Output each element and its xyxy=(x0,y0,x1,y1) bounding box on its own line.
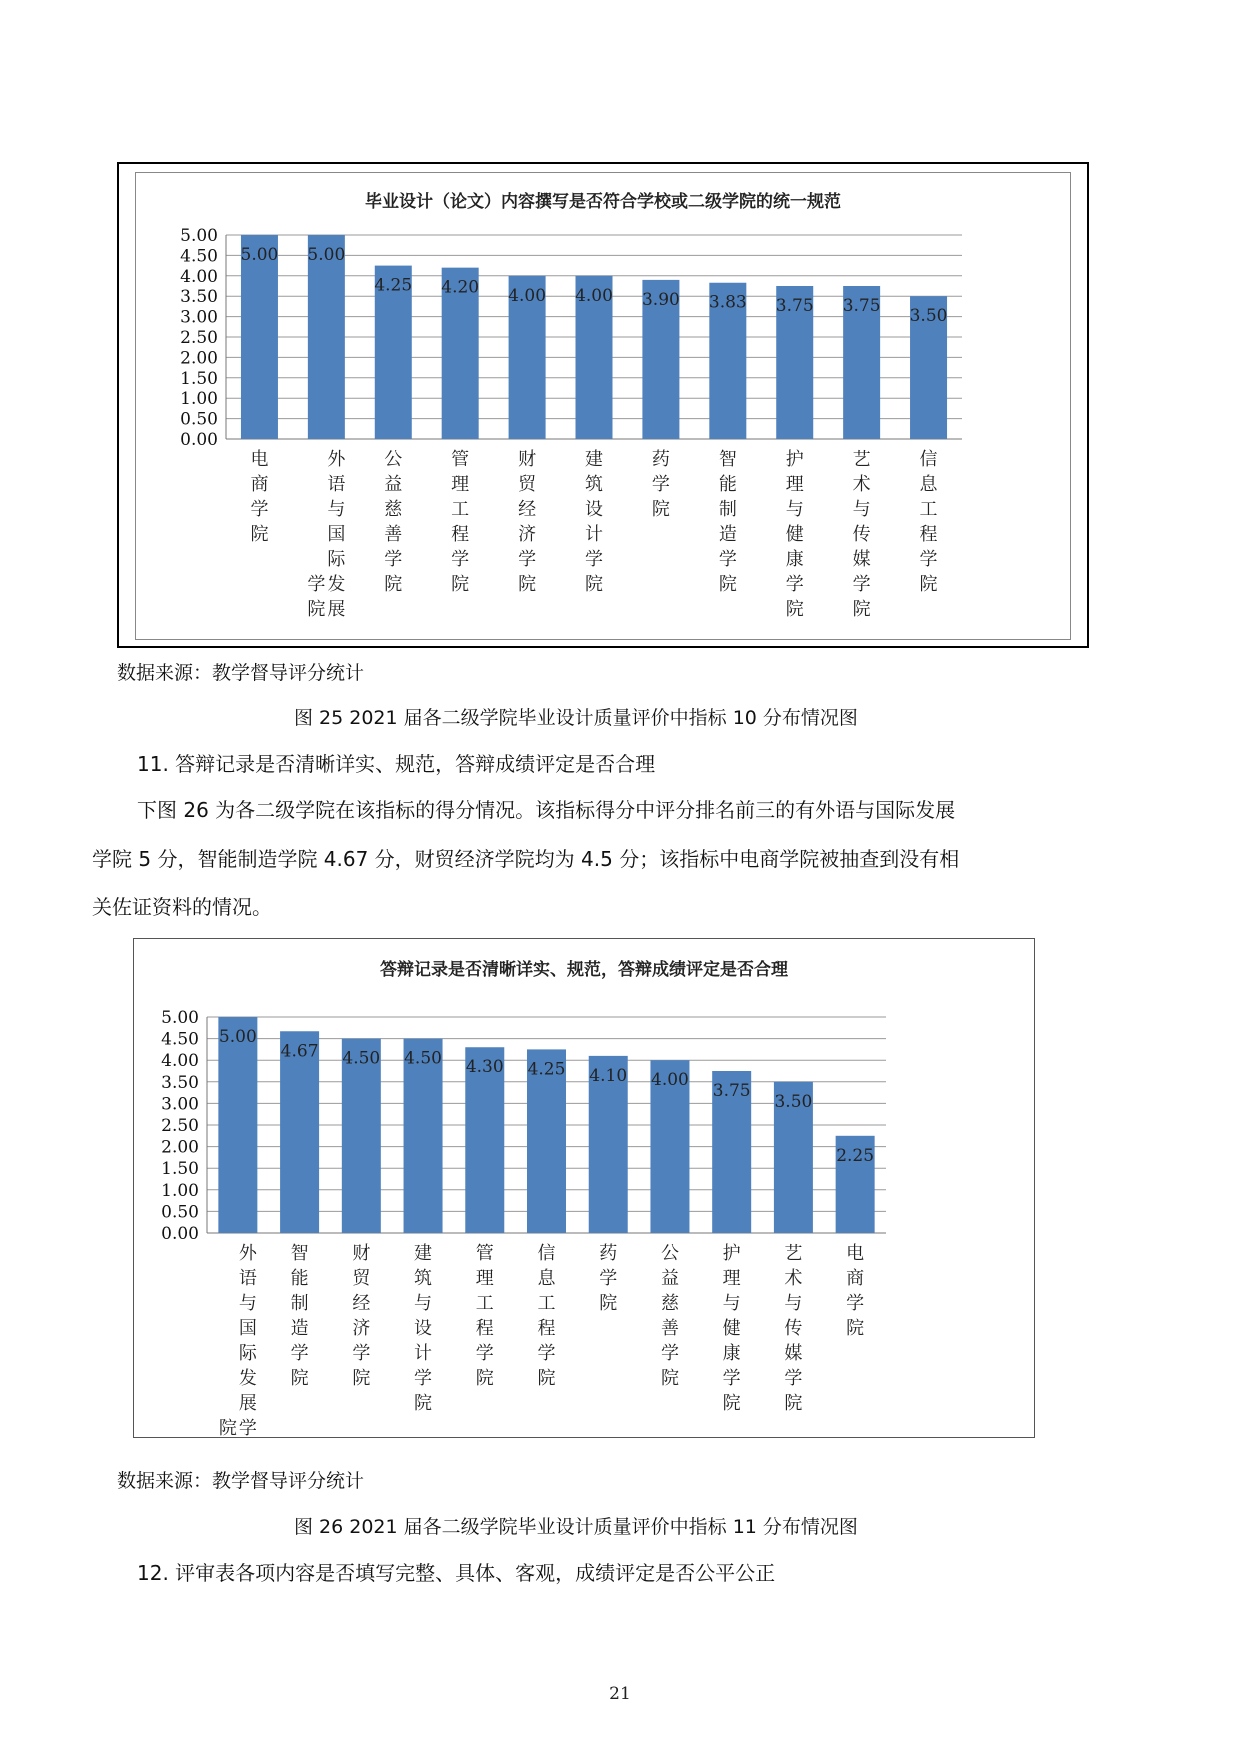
svg-text:院: 院 xyxy=(414,1393,433,1414)
svg-text:善: 善 xyxy=(660,1318,679,1339)
svg-text:公: 公 xyxy=(660,1243,679,1264)
data-label: 4.25 xyxy=(527,1059,566,1080)
svg-text:院: 院 xyxy=(651,499,670,520)
svg-text:益: 益 xyxy=(384,474,403,495)
svg-text:程: 程 xyxy=(451,524,470,545)
svg-text:传: 传 xyxy=(852,524,871,545)
svg-text:建: 建 xyxy=(585,449,603,470)
chart-26-title: 答辩记录是否清晰详实、规范，答辩成绩评定是否合理 xyxy=(380,960,788,980)
bar xyxy=(241,235,278,439)
svg-text:学: 学 xyxy=(919,549,938,570)
svg-text:语: 语 xyxy=(238,1268,257,1289)
bar xyxy=(280,1031,319,1233)
chart-25-svg xyxy=(136,173,1070,639)
svg-text:能: 能 xyxy=(718,474,737,495)
svg-text:与: 与 xyxy=(722,1293,741,1314)
category-label xyxy=(352,1243,371,1389)
data-label: 4.67 xyxy=(280,1041,319,1062)
data-label: 4.30 xyxy=(465,1057,504,1078)
category-label xyxy=(476,1243,494,1389)
svg-text:术: 术 xyxy=(852,474,871,495)
data-label: 3.75 xyxy=(775,296,814,316)
y-tick-label: 3.00 xyxy=(180,307,218,328)
svg-text:艺: 艺 xyxy=(852,449,871,470)
svg-text:建: 建 xyxy=(414,1243,433,1264)
svg-text:院: 院 xyxy=(718,574,737,595)
svg-text:电: 电 xyxy=(250,449,269,470)
svg-text:财: 财 xyxy=(352,1243,371,1264)
svg-text:济: 济 xyxy=(352,1318,371,1339)
data-label: 3.50 xyxy=(909,306,948,327)
y-tick-label: 3.50 xyxy=(180,287,218,308)
data-label: 4.00 xyxy=(508,285,547,306)
svg-text:学: 学 xyxy=(475,1343,494,1364)
svg-text:发: 发 xyxy=(238,1368,257,1389)
svg-text:际: 际 xyxy=(327,549,346,570)
svg-text:院: 院 xyxy=(852,599,871,620)
svg-text:护: 护 xyxy=(785,449,804,470)
svg-text:计: 计 xyxy=(414,1343,433,1364)
svg-text:理: 理 xyxy=(451,474,470,495)
svg-text:慈: 慈 xyxy=(660,1293,679,1314)
svg-text:学: 学 xyxy=(250,499,269,520)
data-label: 5.00 xyxy=(218,1027,257,1047)
svg-text:经: 经 xyxy=(352,1293,371,1314)
category-label xyxy=(599,1243,617,1314)
category-label xyxy=(250,449,268,545)
data-label: 3.75 xyxy=(842,296,881,316)
svg-text:学: 学 xyxy=(518,549,537,570)
svg-text:息: 息 xyxy=(537,1268,556,1289)
data-label: 4.20 xyxy=(441,277,480,298)
svg-text:传: 传 xyxy=(784,1318,803,1339)
page-number: 21 xyxy=(609,1684,631,1704)
svg-text:护: 护 xyxy=(722,1243,741,1264)
svg-text:息: 息 xyxy=(919,474,938,495)
y-tick-label: 1.00 xyxy=(161,1180,199,1201)
svg-text:院: 院 xyxy=(919,574,938,595)
y-tick-label: 4.50 xyxy=(180,246,218,267)
svg-text:语: 语 xyxy=(327,474,346,495)
svg-text:制: 制 xyxy=(718,499,737,520)
category-label xyxy=(291,1243,309,1389)
data-label: 3.50 xyxy=(774,1091,813,1112)
data-label: 4.10 xyxy=(589,1065,628,1086)
svg-text:术: 术 xyxy=(784,1268,803,1289)
category-label xyxy=(384,449,402,595)
svg-text:程: 程 xyxy=(537,1318,556,1339)
y-tick-label: 4.50 xyxy=(161,1029,199,1050)
svg-text:财: 财 xyxy=(518,449,537,470)
svg-text:院: 院 xyxy=(352,1368,371,1389)
svg-text:贸: 贸 xyxy=(518,474,537,495)
category-label xyxy=(538,1243,557,1389)
svg-text:学: 学 xyxy=(599,1268,618,1289)
category-label xyxy=(846,1243,864,1339)
y-tick-label: 5.00 xyxy=(180,226,218,246)
svg-text:学: 学 xyxy=(784,1368,803,1389)
chart-26-frame xyxy=(133,938,1035,1438)
svg-text:程: 程 xyxy=(475,1318,494,1339)
paragraph-line-2: 学院 5 分，智能制造学院 4.67 分，财贸经济学院均为 4.5 分；该指标中电商学院被抽查到没有相 xyxy=(92,847,960,871)
svg-text:与: 与 xyxy=(238,1293,257,1314)
paragraph-line-3: 关佐证资料的情况。 xyxy=(92,895,272,919)
bar xyxy=(218,1017,257,1233)
category-label xyxy=(786,449,804,620)
category-label xyxy=(307,449,346,620)
svg-text:与: 与 xyxy=(785,499,804,520)
data-label: 2.25 xyxy=(836,1145,875,1166)
category-label xyxy=(219,1243,258,1437)
svg-text:智: 智 xyxy=(290,1243,309,1264)
chart-25-frame xyxy=(117,162,1089,648)
section-heading-12: 12. 评审表各项内容是否填写完整、具体、客观，成绩评定是否公平公正 xyxy=(137,1561,776,1585)
svg-text:理: 理 xyxy=(475,1268,494,1289)
source-note-1: 数据来源：教学督导评分统计 xyxy=(117,662,365,684)
svg-text:商: 商 xyxy=(846,1268,865,1289)
category-label xyxy=(784,1243,802,1414)
svg-text:设: 设 xyxy=(585,499,603,520)
svg-text:学: 学 xyxy=(852,574,871,595)
y-tick-label: 4.00 xyxy=(161,1051,199,1072)
svg-text:发: 发 xyxy=(327,574,346,595)
svg-text:学: 学 xyxy=(290,1343,309,1364)
svg-text:院: 院 xyxy=(785,599,804,620)
svg-text:计: 计 xyxy=(585,524,603,545)
data-label: 4.50 xyxy=(404,1048,442,1069)
svg-text:慈: 慈 xyxy=(384,499,403,520)
category-label xyxy=(853,449,871,620)
svg-text:媒: 媒 xyxy=(784,1343,803,1364)
figure-25-caption: 图 25 2021 届各二级学院毕业设计质量评价中指标 10 分布情况图 xyxy=(294,707,858,729)
svg-text:院: 院 xyxy=(218,1418,237,1437)
y-tick-label: 2.50 xyxy=(161,1116,199,1136)
y-tick-label: 2.00 xyxy=(161,1137,199,1158)
svg-text:制: 制 xyxy=(290,1293,309,1314)
category-label xyxy=(719,449,737,595)
svg-text:工: 工 xyxy=(451,499,470,520)
svg-text:造: 造 xyxy=(718,524,737,545)
svg-text:信: 信 xyxy=(919,449,938,470)
category-label xyxy=(661,1243,679,1389)
svg-text:院: 院 xyxy=(307,599,326,620)
svg-text:院: 院 xyxy=(290,1368,309,1389)
svg-text:展: 展 xyxy=(238,1393,257,1414)
svg-text:院: 院 xyxy=(537,1368,556,1389)
svg-text:学: 学 xyxy=(451,549,470,570)
svg-text:能: 能 xyxy=(290,1268,309,1289)
svg-text:院: 院 xyxy=(784,1393,803,1414)
svg-text:理: 理 xyxy=(722,1268,741,1289)
data-label: 4.00 xyxy=(575,285,613,306)
svg-text:学: 学 xyxy=(352,1343,371,1364)
svg-text:学: 学 xyxy=(384,549,403,570)
svg-text:院: 院 xyxy=(475,1368,494,1389)
y-tick-label: 2.00 xyxy=(180,348,218,369)
svg-text:国: 国 xyxy=(327,524,346,545)
svg-text:学: 学 xyxy=(651,474,670,495)
svg-text:筑: 筑 xyxy=(414,1268,433,1289)
category-label xyxy=(518,449,537,595)
svg-text:院: 院 xyxy=(384,574,403,595)
section-heading-11: 11. 答辩记录是否清晰详实、规范，答辩成绩评定是否合理 xyxy=(137,752,656,776)
svg-text:管: 管 xyxy=(451,449,470,470)
svg-text:益: 益 xyxy=(660,1268,679,1289)
svg-text:经: 经 xyxy=(518,499,537,520)
svg-text:学: 学 xyxy=(785,574,804,595)
chart-25-title: 毕业设计（论文）内容撰写是否符合学校或二级学院的统一规范 xyxy=(365,192,841,212)
y-tick-label: 0.00 xyxy=(161,1224,199,1244)
y-tick-label: 4.00 xyxy=(180,266,218,287)
svg-text:国: 国 xyxy=(238,1318,257,1339)
y-tick-label: 2.50 xyxy=(180,328,218,348)
svg-text:药: 药 xyxy=(599,1243,618,1264)
svg-text:院: 院 xyxy=(599,1293,618,1314)
category-label xyxy=(414,1243,432,1414)
category-label xyxy=(723,1243,741,1414)
svg-text:与: 与 xyxy=(327,499,346,520)
svg-text:学: 学 xyxy=(846,1293,865,1314)
svg-text:信: 信 xyxy=(537,1243,556,1264)
svg-text:学: 学 xyxy=(238,1418,257,1437)
chart-26-svg xyxy=(134,939,1034,1437)
y-tick-label: 1.00 xyxy=(180,389,218,410)
svg-text:院: 院 xyxy=(722,1393,741,1414)
svg-text:院: 院 xyxy=(451,574,470,595)
figure-26-caption: 图 26 2021 届各二级学院毕业设计质量评价中指标 11 分布情况图 xyxy=(294,1516,858,1538)
svg-text:济: 济 xyxy=(518,524,537,545)
svg-text:公: 公 xyxy=(384,449,403,470)
svg-text:设: 设 xyxy=(414,1318,433,1339)
svg-text:际: 际 xyxy=(238,1343,257,1364)
svg-text:与: 与 xyxy=(784,1293,803,1314)
svg-text:电: 电 xyxy=(846,1243,865,1264)
svg-text:健: 健 xyxy=(785,524,804,545)
data-label: 4.50 xyxy=(342,1048,381,1069)
data-label: 3.90 xyxy=(641,289,680,310)
data-label: 5.00 xyxy=(307,245,346,265)
y-tick-label: 3.00 xyxy=(161,1094,199,1115)
svg-text:学: 学 xyxy=(718,549,737,570)
source-note-2: 数据来源：教学督导评分统计 xyxy=(117,1470,365,1492)
svg-text:学: 学 xyxy=(307,574,326,595)
svg-text:学: 学 xyxy=(537,1343,556,1364)
svg-text:院: 院 xyxy=(846,1318,865,1339)
svg-text:工: 工 xyxy=(475,1293,494,1314)
svg-text:药: 药 xyxy=(651,449,670,470)
svg-text:院: 院 xyxy=(660,1368,679,1389)
category-label xyxy=(920,449,939,595)
svg-text:媒: 媒 xyxy=(852,549,871,570)
data-label: 5.00 xyxy=(240,245,279,265)
y-tick-label: 0.50 xyxy=(161,1202,199,1223)
svg-text:康: 康 xyxy=(785,549,804,570)
paragraph-line-1: 下图 26 为各二级学院在该指标的得分情况。该指标得分中评分排名前三的有外语与国际发展 xyxy=(137,798,956,822)
svg-text:程: 程 xyxy=(919,524,938,545)
svg-text:筑: 筑 xyxy=(585,474,603,495)
svg-text:外: 外 xyxy=(327,449,346,470)
svg-text:智: 智 xyxy=(718,449,737,470)
svg-text:外: 外 xyxy=(238,1243,257,1264)
data-label: 4.25 xyxy=(374,275,413,296)
svg-text:康: 康 xyxy=(722,1343,741,1364)
bar xyxy=(308,235,345,439)
category-label xyxy=(585,449,603,595)
y-tick-label: 3.50 xyxy=(161,1072,199,1093)
svg-text:展: 展 xyxy=(327,599,346,620)
data-label: 4.00 xyxy=(651,1070,689,1091)
svg-text:工: 工 xyxy=(537,1293,556,1314)
category-label xyxy=(652,449,670,520)
svg-text:管: 管 xyxy=(475,1243,494,1264)
svg-text:健: 健 xyxy=(722,1318,741,1339)
svg-text:院: 院 xyxy=(518,574,537,595)
svg-text:与: 与 xyxy=(414,1293,433,1314)
data-label: 3.75 xyxy=(712,1081,751,1101)
y-tick-label: 0.50 xyxy=(180,409,218,430)
svg-text:学: 学 xyxy=(585,549,603,570)
svg-text:善: 善 xyxy=(384,524,403,545)
svg-text:学: 学 xyxy=(660,1343,679,1364)
svg-text:学: 学 xyxy=(414,1368,433,1389)
y-tick-label: 0.00 xyxy=(180,430,218,450)
svg-text:学: 学 xyxy=(722,1368,741,1389)
svg-text:与: 与 xyxy=(852,499,871,520)
category-label xyxy=(451,449,469,595)
y-tick-label: 1.50 xyxy=(180,368,218,389)
svg-text:贸: 贸 xyxy=(352,1268,371,1289)
svg-text:艺: 艺 xyxy=(784,1243,803,1264)
svg-text:院: 院 xyxy=(585,574,603,595)
svg-text:工: 工 xyxy=(919,499,938,520)
y-tick-label: 5.00 xyxy=(161,1008,199,1028)
y-tick-label: 1.50 xyxy=(161,1159,199,1180)
svg-text:院: 院 xyxy=(250,524,269,545)
svg-text:商: 商 xyxy=(250,474,269,495)
svg-text:理: 理 xyxy=(785,474,804,495)
data-label: 3.83 xyxy=(708,292,747,313)
chart-25-plot-area xyxy=(135,172,1071,640)
svg-text:造: 造 xyxy=(290,1318,309,1339)
